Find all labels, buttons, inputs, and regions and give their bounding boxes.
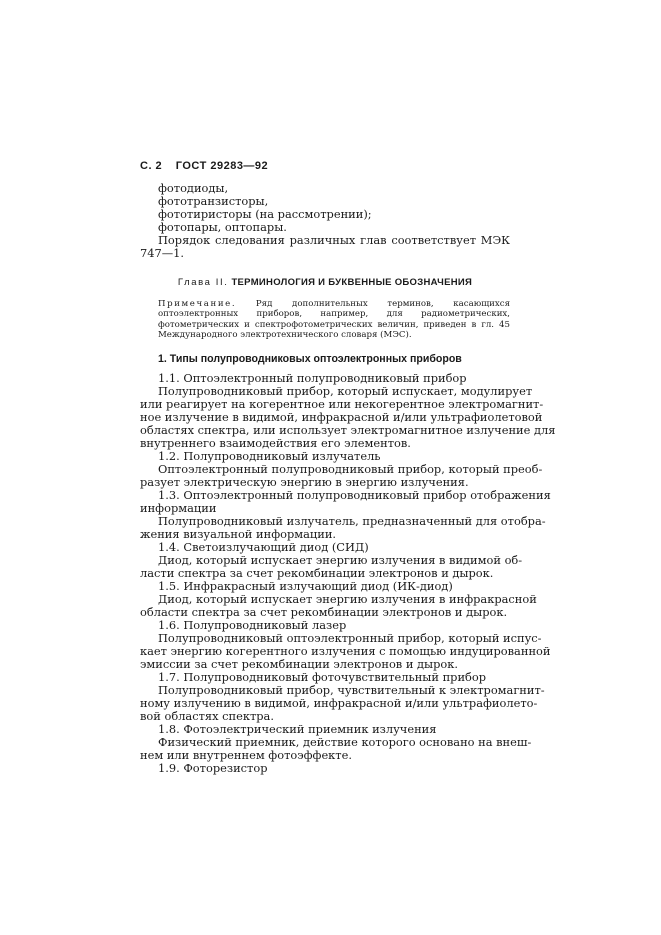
terms-list — [140, 370, 556, 775]
page-number: С. 2 — [140, 160, 163, 172]
term-definition-line: Диод, который испускает энергию излучения в инфракрасной — [158, 591, 537, 606]
term-1-2 — [140, 448, 543, 489]
term-definition-line: внутреннего взаимодействия его элементов. — [140, 435, 411, 450]
term-1-1 — [140, 370, 556, 450]
term-definition-line: Полупроводниковый прибор, который испускает, модулирует — [158, 383, 533, 398]
term-definition-line: Полупроводниковый прибор, чувствительный к электромагнит- — [158, 682, 545, 697]
term-definition-line: ное излучение в видимой, инфракрасной и/или ультрафиолетовой — [140, 409, 543, 424]
note-paragraph — [140, 299, 510, 341]
term-title: 1.6. Полупроводниковый лазер — [158, 617, 347, 632]
term-definition-line: разует электрическую энергию в энергию излучения. — [140, 474, 469, 489]
term-definition-line: кает энергию когерентного излучения с помощью индуцированной — [140, 643, 551, 658]
term-1-3 — [140, 487, 551, 541]
term-title: 1.3. Оптоэлектронный полупроводниковый прибор отображения — [158, 487, 551, 502]
term-definition-line: или реагирует на когерентное или некогерентное электромагнит- — [140, 396, 544, 411]
list-item: фотопары, оптопары. — [158, 220, 287, 234]
standard-number: ГОСТ 29283—92 — [175, 160, 269, 172]
term-1-6 — [140, 617, 551, 671]
term-definition-line: области спектра за счет рекомбинации электронов и дырок. — [140, 604, 508, 619]
page-content — [140, 181, 556, 775]
term-definition-line: ласти спектра за счет рекомбинации электронов и дырок. — [140, 565, 494, 580]
chapter-label: Глава II. — [177, 277, 229, 288]
order-paragraph — [140, 234, 510, 260]
term-definition-line: ному излучению в видимой, инфракрасной и/или ультрафиолето- — [140, 695, 538, 710]
device-list — [140, 182, 510, 234]
term-title: 1.5. Инфракрасный излучающий диод (ИК-диод) — [158, 578, 453, 593]
order-line-2: 747—1. — [140, 246, 184, 260]
term-definition-line: Оптоэлектронный полупроводниковый прибор, который преоб- — [158, 461, 543, 476]
term-definition-line: эмиссии за счет рекомбинации электронов и дырок. — [140, 656, 459, 671]
term-title: 1.4. Светоизлучающий диод (СИД) — [158, 539, 369, 554]
term-1-8 — [140, 721, 532, 762]
term-title: 1.8. Фотоэлектрический приемник излучения — [158, 721, 437, 736]
term-definition-line: Полупроводниковый оптоэлектронный прибор, который испус- — [158, 630, 542, 645]
list-item: фотодиоды, — [158, 181, 229, 195]
term-title: 1.7. Полупроводниковый фоточувствительный прибор — [158, 669, 487, 684]
term-1-9 — [140, 762, 510, 775]
term-title: 1.9. Фоторезистор — [158, 760, 268, 775]
term-definition-line: жения визуальной информации. — [140, 526, 337, 541]
page-header — [140, 160, 278, 172]
note-text: Ряд дополнительных терминов, касающихся оптоэлектронных приборов, например, для радиометрических, фотометрических и спектрофотометрических величин, приведен в гл. 45 Международного электротехнического словаря (МЭС). — [158, 299, 510, 341]
term-1-4 — [140, 539, 523, 580]
term-definition-line: Физический приемник, действие которого основано на внеш- — [158, 734, 532, 749]
term-1-5 — [140, 578, 537, 619]
term-definition-line: вой областях спектра. — [140, 708, 274, 723]
term-definition-line: Диод, который испускает энергию излучения в видимой об- — [158, 552, 523, 567]
term-definition-line: Полупроводниковый излучатель, предназначенный для отобра- — [158, 513, 546, 528]
term-title: 1.2. Полупроводниковый излучатель — [158, 448, 381, 463]
chapter-title: ТЕРМИНОЛОГИЯ И БУКВЕННЫЕ ОБОЗНАЧЕНИЯ — [231, 277, 473, 288]
term-title-continued: информации — [140, 500, 217, 515]
term-definition-line: нем или внутреннем фотоэффекте. — [140, 747, 352, 762]
chapter-heading — [140, 276, 510, 289]
list-item: фототранзисторы, — [158, 194, 269, 208]
section-title: 1. Типы полупроводниковых оптоэлектронных приборов — [158, 352, 462, 365]
note-label: Примечание. — [158, 299, 237, 309]
term-definition-line: областях спектра, или использует электромагнитное излучение для — [140, 422, 556, 437]
order-line-1: Порядок следования различных глав соответствует МЭК — [158, 233, 510, 247]
term-title: 1.1. Оптоэлектронный полупроводниковый прибор — [158, 370, 467, 385]
term-1-7 — [140, 669, 545, 723]
list-item: фототиристоры (на рассмотрении); — [158, 207, 372, 221]
